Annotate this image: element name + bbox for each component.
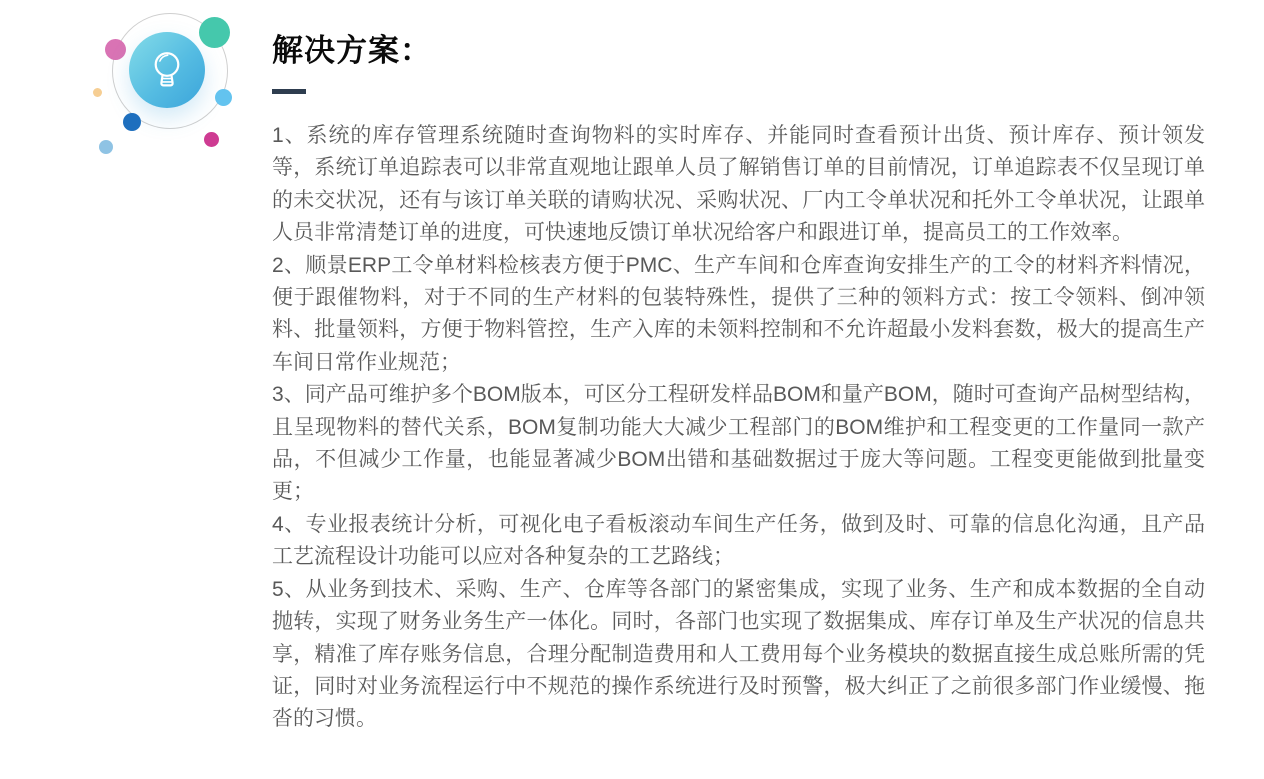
- page-title: 解决方案：: [272, 33, 432, 68]
- decor-dot-pink: [105, 39, 126, 60]
- solution-paragraph-1: 1、系统的库存管理系统随时查询物料的实时库存、并能同时查看预计出货、预计库存、预计领发等，系统订单追踪表可以非常直观地让跟单人员了解销售订单的目前情况，订单追踪表不仅呈现订单的未交状况，还有与该订单关联的请购状况、采购状况、厂内工令单状况和托外工令单状况，让跟单人员非常清楚订单的进度，可快速地反馈订单状况给客户和跟进订单，提高员工的工作效率。: [272, 124, 1205, 245]
- lightbulb-circle: [129, 32, 205, 108]
- solution-paragraph-3: 3、同产品可维护多个BOM版本，可区分工程研发样品BOM和量产BOM，随时可查询产品树型结构，且呈现物料的替代关系，BOM复制功能大大减少工程部门的BOM维护和工程变更的工作量同一款产品，不但减少工作量，也能显著减少BOM出错和基础数据过于庞大等问题。工程变更能做到批量变更；: [272, 383, 1205, 504]
- decor-dot-darkblue: [123, 113, 141, 131]
- solution-content: [272, 0, 1205, 736]
- solution-paragraph-2: 2、顺景ERP工令单材料检核表方便于PMC、生产车间和仓库查询安排生产的工令的材料齐料情况，便于跟催物料，对于不同的生产材料的包装特殊性，提供了三种的领料方式：按工令领料、倒冲领料、批量领料，方便于物料管控，生产入库的未领料控制和不允许超最小发料套数，极大的提高生产车间日常作业规范；: [272, 253, 1205, 374]
- solution-paragraph-5: 5、从业务到技术、采购、生产、仓库等各部门的紧密集成，实现了业务、生产和成本数据的全自动抛转，实现了财务业务生产一体化。同时，各部门也实现了数据集成、库存订单及生产状况的信息共享，精准了库存账务信息，合理分配制造费用和人工费用每个业务模块的数据直接生成总账所需的凭证，同时对业务流程运行中不规范的操作系统进行及时预警，极大纠正了之前很多部门作业缓慢、拖沓的习惯。: [272, 577, 1205, 731]
- solution-text-block: [272, 120, 1205, 736]
- title-underline: [272, 89, 306, 94]
- decor-dot-skyblue: [215, 89, 232, 106]
- decor-dot-lightblue: [99, 140, 113, 154]
- decor-dot-tan: [93, 88, 102, 97]
- solution-paragraph-4: 4、专业报表统计分析，可视化电子看板滚动车间生产任务，做到及时、可靠的信息化沟通，且产品工艺流程设计功能可以应对各种复杂的工艺路线；: [272, 512, 1205, 569]
- lightbulb-icon: [141, 43, 193, 97]
- decor-dot-teal: [199, 17, 230, 48]
- decor-dot-magenta: [204, 132, 219, 147]
- solution-icon-cluster: [85, 5, 245, 165]
